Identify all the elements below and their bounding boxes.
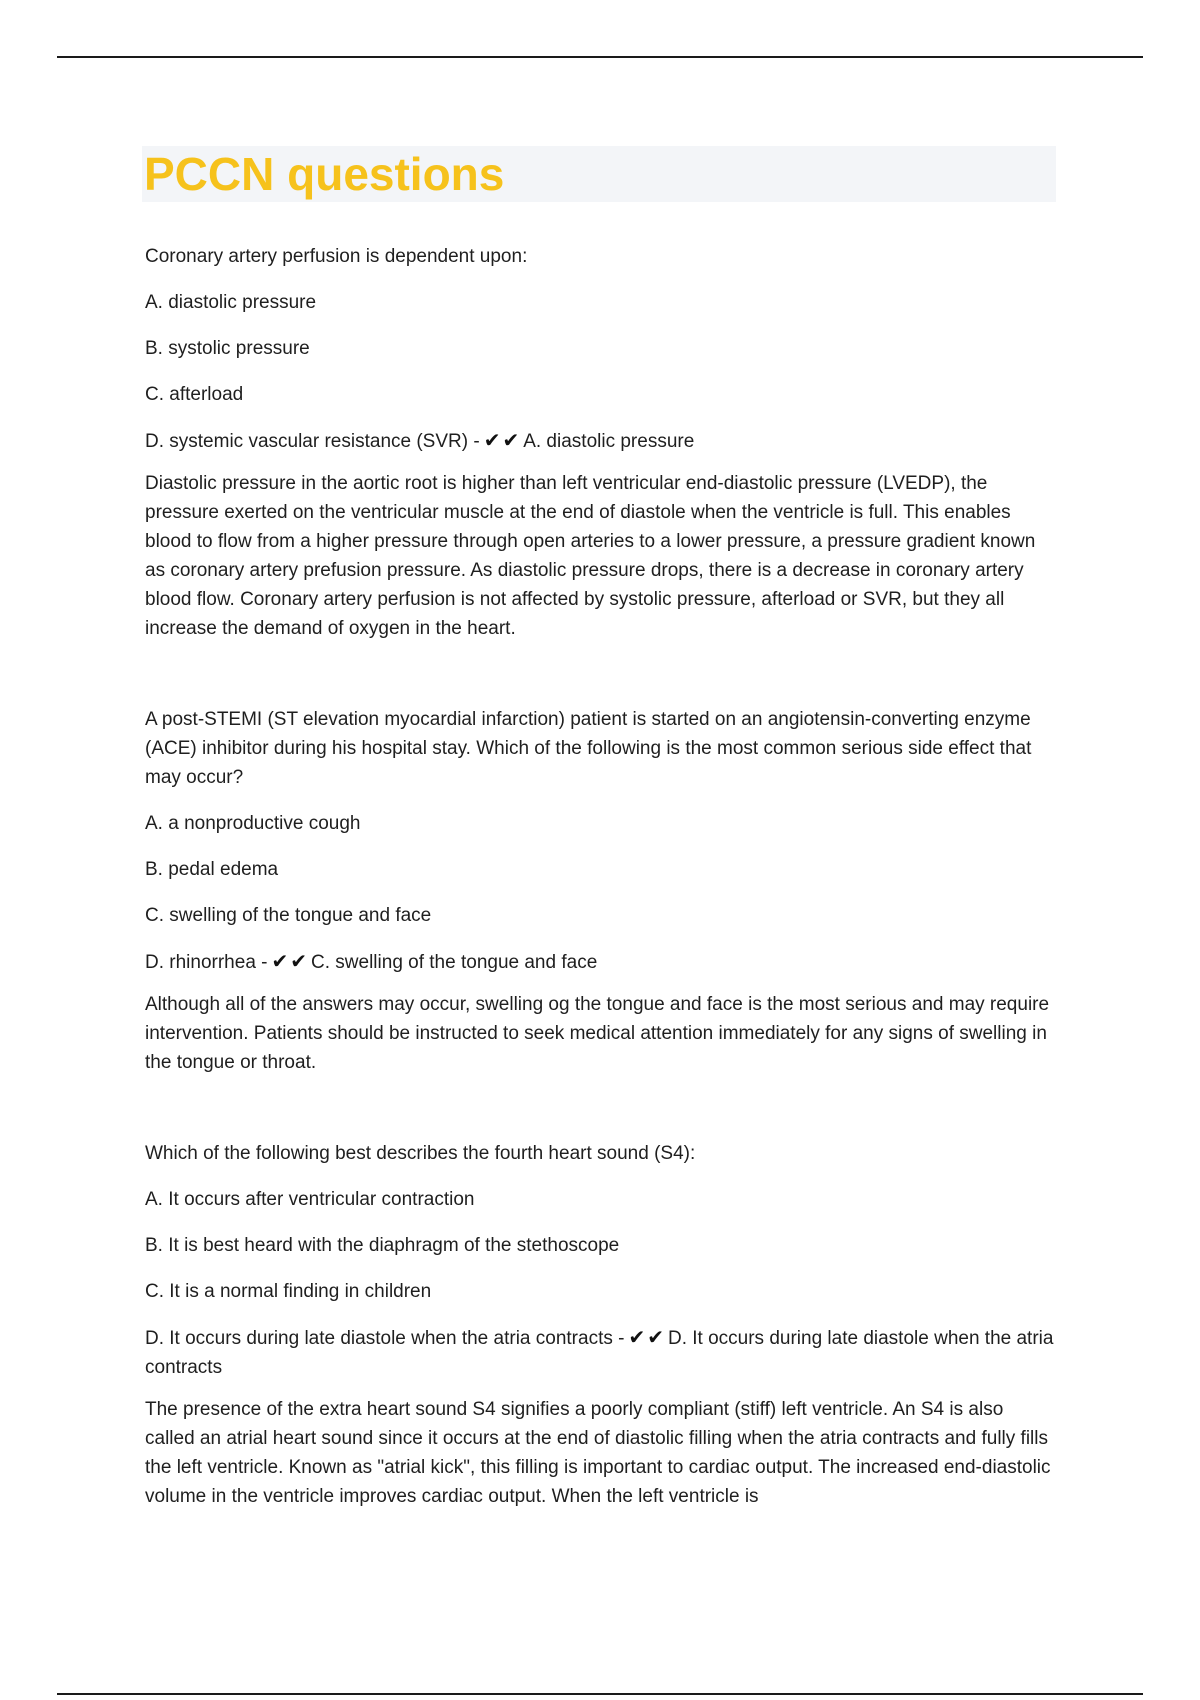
question-text: A post-STEMI (ST elevation myocardial infarction) patient is started on an angiotensin-converting enzyme (ACE) inhibitor during his hospital stay. Which of the following is the most common serious side effect that may occur?: [145, 709, 1032, 788]
option-a: A. a nonproductive cough: [145, 813, 361, 834]
question-block-2: [145, 705, 1055, 1077]
option-d: D. systemic vascular resistance (SVR) -: [145, 431, 480, 452]
option-d: D. It occurs during late diastole when the atria contracts -: [145, 1328, 625, 1349]
option-c: C. afterload: [145, 384, 244, 405]
answer-line: [145, 1323, 1055, 1382]
question-text: Coronary artery perfusion is dependent upon:: [145, 246, 528, 267]
option-c: C. swelling of the tongue and face: [145, 905, 432, 926]
option-a: A. diastolic pressure: [145, 292, 317, 313]
explanation: Diastolic pressure in the aortic root is higher than left ventricular end-diastolic pressure (LVEDP), the pressure exerted on the ventricular muscle at the end of diastole when the ventricle is full. This enables blood to flow from a higher pressure through open arteries to a lower pressure, a pressure gradient known as coronary artery prefusion pressure. As diastolic pressure drops, there is a decrease in coronary artery blood flow. Coronary artery perfusion is not affected by systolic pressure, afterload or SVR, but they all increase the demand of oxygen in the heart.: [145, 473, 1036, 639]
top-rule: [57, 56, 1143, 58]
title-banner: [142, 146, 1056, 202]
option-d: D. rhinorrhea -: [145, 952, 268, 973]
question-block-3: [145, 1139, 1055, 1511]
explanation: Although all of the answers may occur, swelling og the tongue and face is the most serious and may require intervention. Patients should be instructed to seek medical attention immediately for any signs of swelling in the tongue or throat.: [145, 994, 1050, 1073]
option-a: A. It occurs after ventricular contraction: [145, 1189, 475, 1210]
question-block-1: [145, 242, 1055, 643]
check-mark-icon: ✔✔: [628, 1325, 666, 1349]
option-b: B. It is best heard with the diaphragm of the stethoscope: [145, 1235, 620, 1256]
page-title: PCCN questions: [144, 148, 505, 200]
document-content: [145, 146, 1055, 1511]
correct-answer: D. It occurs during late diastole when the atria contracts: [145, 1328, 1054, 1378]
correct-answer: C. swelling of the tongue and face: [311, 952, 598, 973]
answer-line: [145, 947, 1055, 977]
option-c: C. It is a normal finding in children: [145, 1281, 432, 1302]
answer-line: [145, 426, 1055, 456]
check-mark-icon: ✔✔: [271, 949, 310, 973]
option-b: B. pedal edema: [145, 859, 279, 880]
explanation: The presence of the extra heart sound S4 signifies a poorly compliant (stiff) left ventricle. An S4 is also called an atrial heart sound since it occurs at the end of diastolic filling when the atria contracts and fully fills the left ventricle. Known as "atrial kick", this filling is important to cardiac output. The increased end-diastolic volume in the ventricle improves cardiac output. When the left ventricle is: [145, 1399, 1051, 1507]
question-text: Which of the following best describes the fourth heart sound (S4):: [145, 1143, 696, 1164]
option-b: B. systolic pressure: [145, 338, 310, 359]
bottom-rule: [57, 1693, 1143, 1695]
check-mark-icon: ✔✔: [483, 428, 522, 452]
correct-answer: A. diastolic pressure: [523, 431, 695, 452]
